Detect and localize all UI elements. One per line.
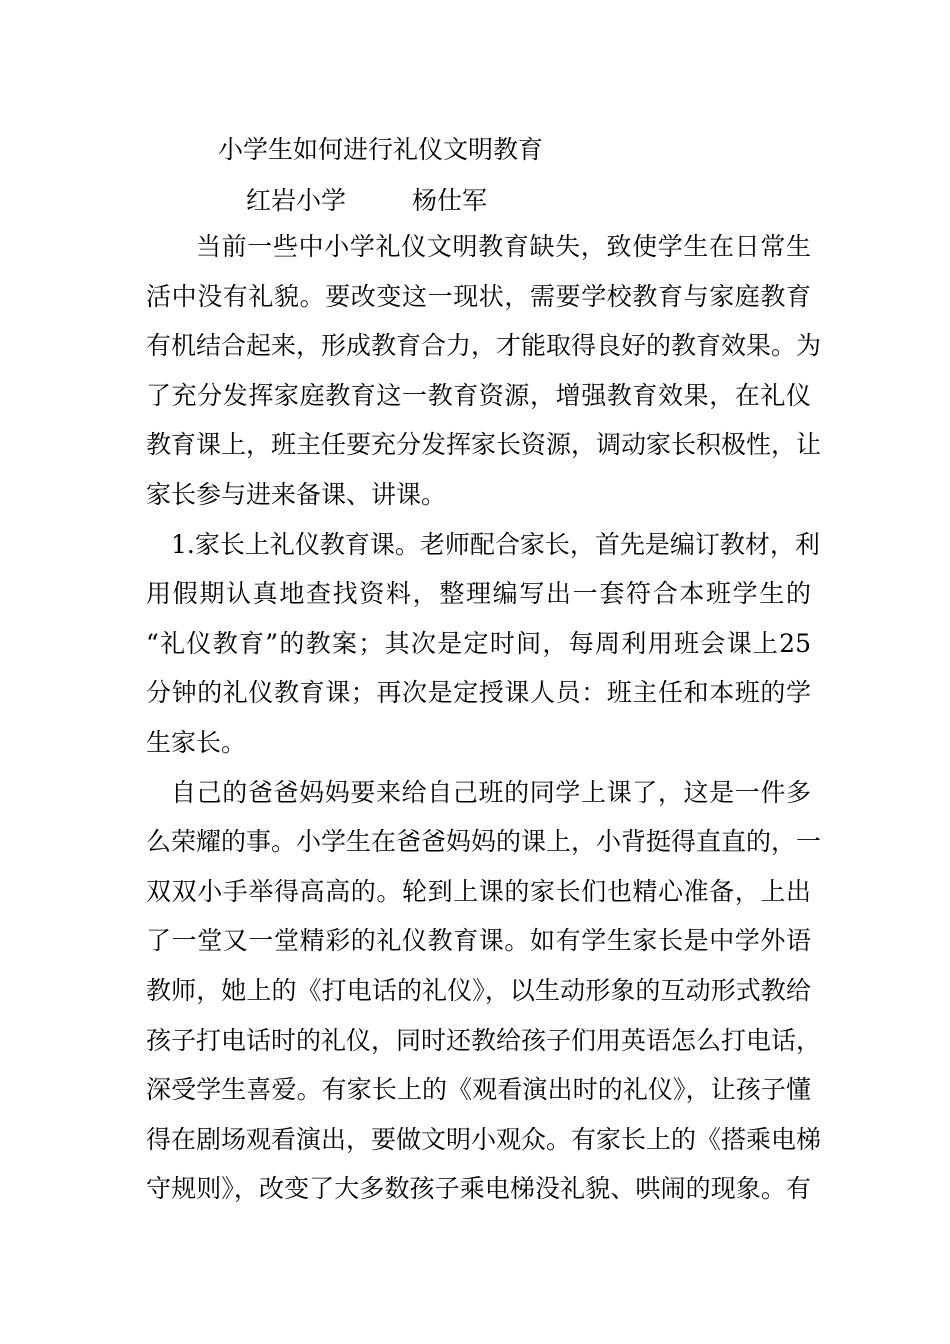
text-line: 自己的爸爸妈妈要来给自己班的同学上课了，这是一件多 <box>171 777 811 807</box>
text-line: 深受学生喜爱。有家长上的《观看演出时的礼仪》，让孩子懂 <box>146 1075 811 1105</box>
text-line: “礼仪教育”的教案；其次是定时间，每周利用班会课上25 <box>146 628 811 658</box>
text-line: 生家长。 <box>146 727 247 757</box>
paragraph-1 <box>146 222 822 520</box>
paragraph-3 <box>146 768 822 1214</box>
text-line: 孩子打电话时的礼仪，同时还教给孩子们用英语怎么打电话， <box>146 1025 822 1055</box>
text-line: 当前一些中小学礼仪文明教育缺失，致使学生在日常生 <box>196 232 811 261</box>
text-line: 守规则》，改变了大多数孩子乘电梯没礼貌、哄闹的现象。有 <box>146 1174 811 1204</box>
text-line: 1.家长上礼仪教育课。老师配合家长，首先是编订教材，利 <box>171 529 820 559</box>
text-line: 双双小手举得高高的。轮到上课的家长们也精心准备，上出 <box>146 876 811 906</box>
text-line: 用假期认真地查找资料，整理编写出一套符合本班学生的 <box>146 579 811 609</box>
text-line: 教育课上，班主任要充分发挥家长资源，调动家长积极性，让 <box>146 430 822 460</box>
text-line: 分钟的礼仪教育课；再次是定授课人员：班主任和本班的学 <box>146 678 811 708</box>
author-name: 杨仕军 <box>412 186 488 215</box>
paragraph-2 <box>146 520 820 768</box>
document-title: 小学生如何进行礼仪文明教育 <box>218 135 544 164</box>
text-line: 么荣耀的事。小学生在爸爸妈妈的课上，小背挺得直直的，一 <box>146 827 822 857</box>
text-line: 教师，她上的《打电话的礼仪》，以生动形象的互动形式教给 <box>146 975 811 1005</box>
text-line: 得在剧场观看演出，要做文明小观众。有家长上的《搭乘电梯 <box>146 1124 822 1154</box>
text-line: 活中没有礼貌。要改变这一现状，需要学校教育与家庭教育 <box>146 281 811 311</box>
text-line: 有机结合起来，形成教育合力，才能取得良好的教育效果。为 <box>146 331 822 361</box>
text-line: 家长参与进来备课、讲课。 <box>146 479 447 509</box>
text-line: 了充分发挥家庭教育这一教育资源，增强教育效果，在礼仪 <box>146 380 811 410</box>
document-body <box>146 222 822 1214</box>
byline <box>246 184 487 218</box>
school-name: 红岩小学 <box>246 186 347 215</box>
text-line: 了一堂又一堂精彩的礼仪教育课。如有学生家长是中学外语 <box>146 926 811 956</box>
